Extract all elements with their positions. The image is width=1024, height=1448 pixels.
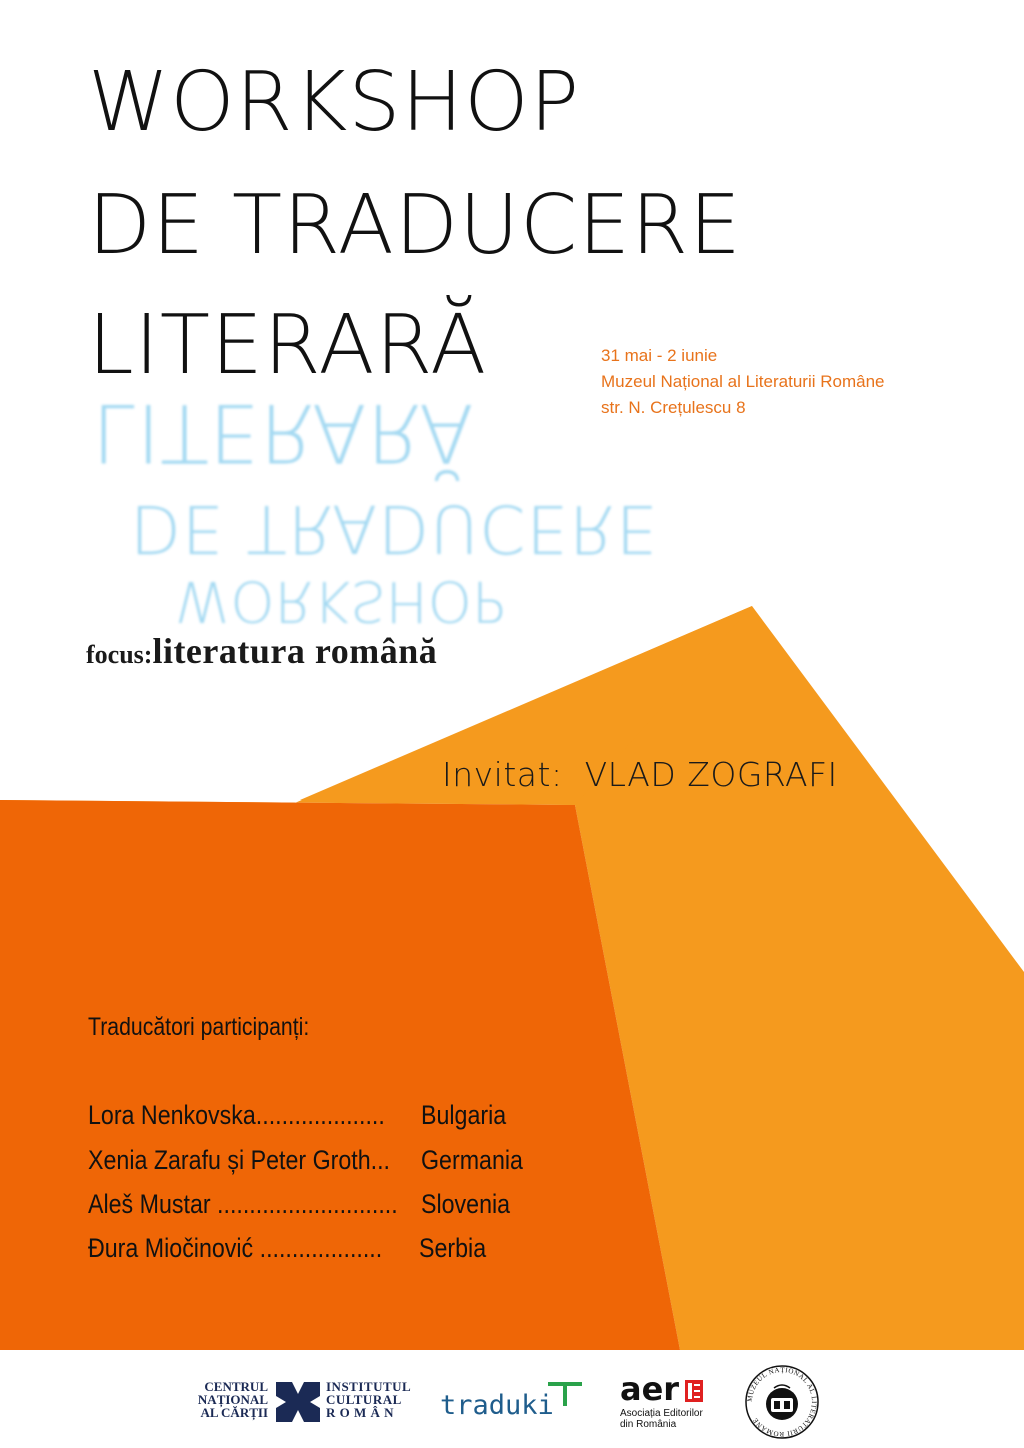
participant-country-3: Slovenia — [421, 1189, 511, 1219]
participant-name-2: Xenia Zarafu și Peter Groth... — [88, 1145, 391, 1175]
cnc-line-2: NAȚIONAL — [197, 1392, 268, 1407]
traduki-mark-icon — [548, 1382, 582, 1406]
icr-line-1: INSTITUTUL — [326, 1379, 412, 1394]
cnc-logo-text — [186, 1380, 268, 1419]
icr-line-3: R O M Â N — [326, 1405, 395, 1420]
participant-country-4: Serbia — [419, 1233, 487, 1263]
traduki-logo-text: traduki — [440, 1390, 554, 1421]
event-dates: 31 mai - 2 iunie — [601, 346, 718, 365]
cnc-line-1: CENTRUL — [204, 1379, 268, 1394]
event-venue: Muzeul Național al Literaturii Române — [601, 372, 885, 391]
aer-subtitle — [620, 1408, 703, 1430]
event-address: str. N. Crețulescu 8 — [601, 398, 746, 417]
focus-value: literatura română — [152, 631, 438, 671]
participants-heading: Traducători participanți: — [88, 1013, 310, 1041]
sponsor-logos — [0, 1352, 1024, 1448]
aer-book-icon — [685, 1380, 703, 1402]
guest-name: VLAD ZOGRAFI — [584, 755, 838, 794]
mnlr-seal-icon — [744, 1364, 820, 1440]
title-line-2-reflection: DE TRADUCERE — [130, 490, 659, 567]
title-line-1-reflection: WORKSHOP — [175, 568, 506, 633]
aer-subtitle-line-2: din România — [620, 1419, 677, 1430]
icr-line-2: CULTURAL — [326, 1392, 402, 1407]
focus-line — [86, 630, 437, 672]
participant-name-4: Đura Miočinović ................... — [88, 1233, 383, 1263]
orange-overlap-shape — [0, 800, 680, 1350]
title-line-2: DE TRADUCERE — [88, 178, 742, 273]
mnlr-ring-text: MUZEUL NAȚIONAL AL LITERATURII ROMÂNE — [745, 1365, 819, 1439]
aer-subtitle-line-1: Asociația Editorilor — [620, 1408, 703, 1419]
title-line-1: WORKSHOP — [88, 55, 581, 150]
participant-name-1: Lora Nenkovska.................... — [88, 1100, 385, 1130]
icr-logo-text — [326, 1380, 411, 1419]
cnc-line-3: AL CĂRȚII — [200, 1405, 268, 1420]
icr-cross-icon — [276, 1382, 320, 1422]
guest-label: Invitat: — [442, 755, 563, 794]
participant-country-1: Bulgaria — [421, 1100, 507, 1130]
guest-line — [442, 755, 838, 794]
event-info — [601, 343, 884, 421]
title-line-3: LITERARĂ — [88, 298, 488, 393]
focus-label: focus: — [86, 640, 153, 669]
title-line-3-reflection: LITERARĂ — [92, 386, 474, 479]
aer-logo-text: aer — [620, 1370, 680, 1408]
participant-name-3: Aleš Mustar ............................ — [88, 1189, 398, 1219]
participant-country-2: Germania — [421, 1145, 523, 1175]
